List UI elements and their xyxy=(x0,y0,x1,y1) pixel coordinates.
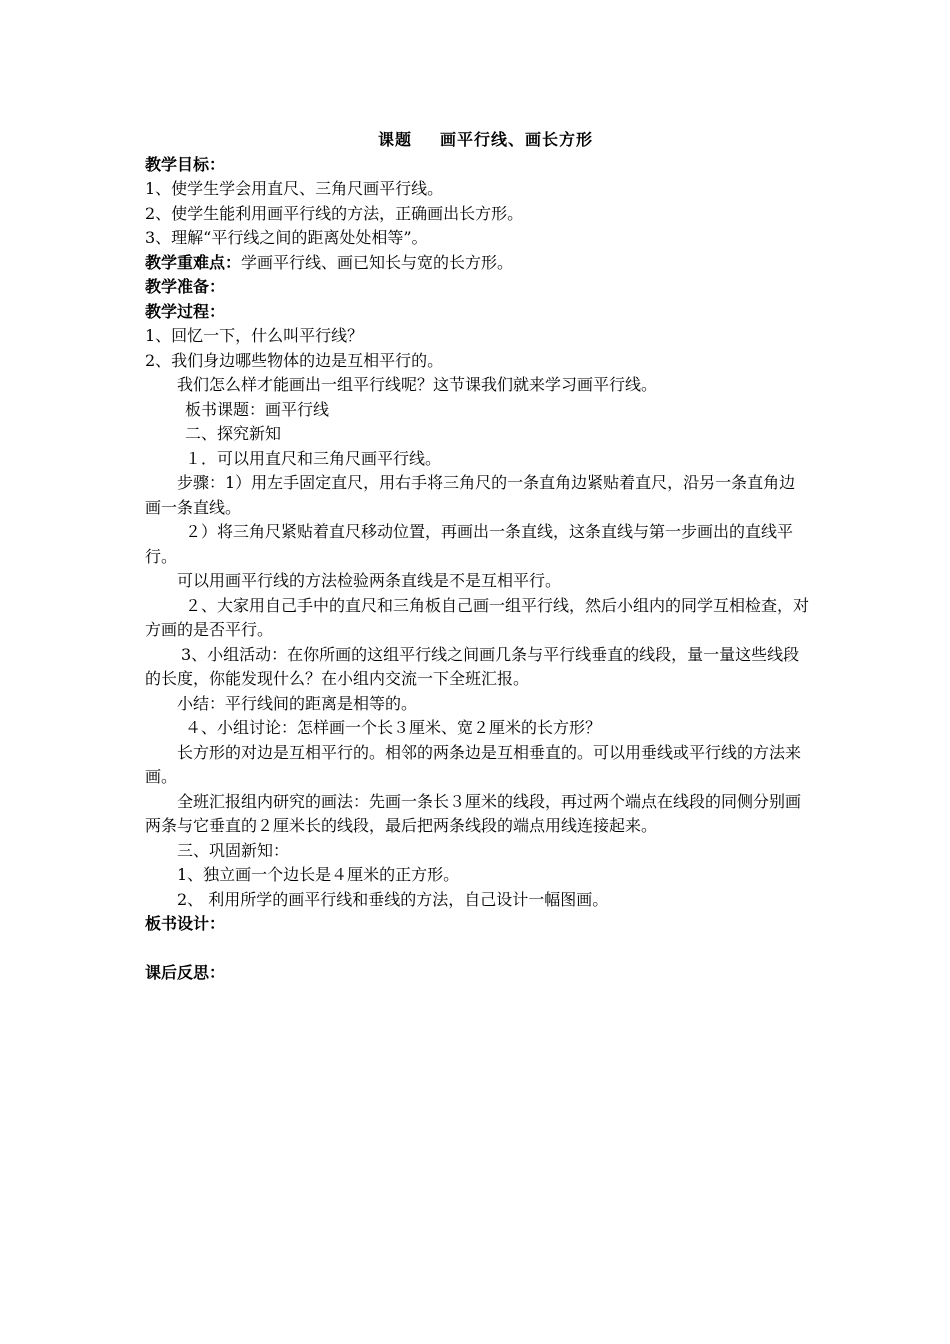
objective-item: 2、使学生能利用画平行线的方法，正确画出长方形。 xyxy=(145,203,524,223)
process-line: 全班汇报组内研究的画法：先画一条长３厘米的线段，再过两个端点在线段的同侧分别画两条与它垂直的２厘米长的线段，最后把两条线段的端点用线连接起来。 xyxy=(145,791,802,835)
process-line: 1、独立画一个边长是４厘米的正方形。 xyxy=(177,865,460,884)
process-line: 长方形的对边是互相平行的。相邻的两条边是互相垂直的。可以用垂线或平行线的方法来画。 xyxy=(145,742,802,786)
process-line: 板书课题：画平行线 xyxy=(185,399,330,419)
process-line: 2、 利用所学的画平行线和垂线的方法，自己设计一幅图画。 xyxy=(177,889,609,909)
key-points xyxy=(145,251,810,276)
title-main: 画平行线、画长方形 xyxy=(440,130,594,149)
process-line: 3、小组活动：在你所画的这组平行线之间画几条与平行线垂直的线段，量一量这些线段的长度，你能发现什么？在小组内交流一下全班汇报。 xyxy=(145,644,800,688)
process-line: 我们怎么样才能画出一组平行线呢？这节课我们就来学习画平行线。 xyxy=(177,375,658,394)
reflection-heading: 课后反思： xyxy=(145,963,226,982)
process-line: 三、巩固新知： xyxy=(177,840,290,860)
process-line: 可以用画平行线的方法检验两条直线是不是互相平行。 xyxy=(177,571,562,590)
process-heading: 教学过程： xyxy=(145,301,226,321)
title-prefix: 课题 xyxy=(377,130,412,149)
process-line: ２、大家用自己手中的直尺和三角板自己画一组平行线，然后小组内的同学互相检查，对方画的是否平行。 xyxy=(145,595,810,639)
process-line: 小结：平行线间的距离是相等的。 xyxy=(177,693,418,713)
process-line: 二、探究新知 xyxy=(185,424,282,443)
process-line: ２）将三角尺紧贴着直尺移动位置，再画出一条直线，这条直线与第一步画出的直线平行。 xyxy=(145,522,794,566)
objectives-heading: 教学目标： xyxy=(145,154,226,174)
process-line: １．可以用直尺和三角尺画平行线。 xyxy=(185,448,442,468)
page-title xyxy=(161,128,810,153)
process-line: ４、小组讨论：怎样画一个长３厘米、宽２厘米的长方形？ xyxy=(185,718,602,737)
lesson-plan-page xyxy=(145,128,810,986)
process-line: 1、回忆一下，什么叫平行线？ xyxy=(145,326,364,345)
objective-item: 3、理解“平行线之间的距离处处相等”。 xyxy=(145,228,428,247)
objective-item: 1、使学生学会用直尺、三角尺画平行线。 xyxy=(145,179,444,198)
process-line: 步骤：1）用左手固定直尺，用右手将三角尺的一条直角边紧贴着直尺，沿另一条直角边画一条直线。 xyxy=(145,473,796,517)
key-points-heading: 教学重难点： xyxy=(145,252,242,272)
key-points-text: 学画平行线、画已知长与宽的长方形。 xyxy=(241,252,514,272)
board-design-heading: 板书设计： xyxy=(145,914,226,933)
preparation-heading: 教学准备： xyxy=(145,277,226,296)
process-line: 2、我们身边哪些物体的边是互相平行的。 xyxy=(145,350,444,370)
